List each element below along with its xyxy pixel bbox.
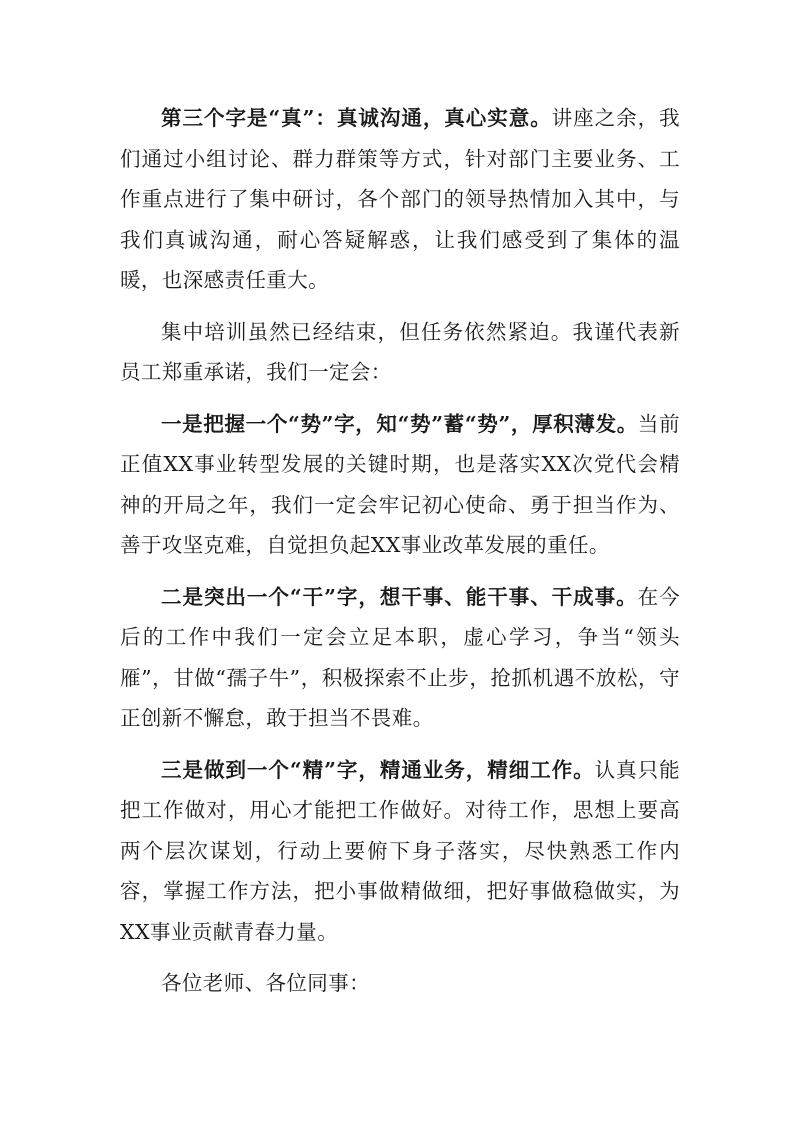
- paragraph-text: 当前正值XX事业转型发展的关键时期，也是落实XX次党代会精神的开局之年，我们一定会牢记初心使命、勇于担当作为、善于攻坚克难，自觉担负起XX事业改革发展的重任。: [120, 411, 680, 557]
- paragraph-jing: [120, 750, 680, 953]
- paragraph-zhen: [120, 98, 680, 301]
- paragraph-commitment: [120, 312, 680, 393]
- paragraph-lead: 第三个字是“真”：真诚沟通，真心实意。: [161, 106, 552, 130]
- paragraph-text: 认真只能把工作做对，用心才能把工作做好。对待工作，思想上要高两个层次谋划，行动上要俯下身子落实，尽快熟悉工作内容，掌握工作方法，把小事做精做细，把好事做稳做实，为XX事业贡献青春力量。: [120, 757, 680, 944]
- paragraph-shi: [120, 404, 680, 566]
- paragraph-text: 讲座之余，我们通过小组讨论、群力群策等方式，针对部门主要业务、工作重点进行了集中研讨，各个部门的领导热情加入其中，与我们真诚沟通，耐心答疑解惑，让我们感受到了集体的温暖，也深感责任重大。: [120, 106, 680, 292]
- paragraph-text: 集中培训虽然已经结束，但任务依然紧迫。我谨代表新员工郑重承诺，我们一定会：: [120, 319, 680, 384]
- paragraph-gan: [120, 577, 680, 739]
- paragraph-lead: 三是做到一个“精”字，精通业务，精细工作。: [161, 757, 595, 782]
- paragraph-lead: 二是突出一个“干”字，想干事、能干事、干成事。: [161, 584, 638, 609]
- paragraph-lead: 一是把握一个“势”字，知“势”蓄“势”，厚积薄发。: [161, 411, 638, 436]
- paragraph-text: 各位老师、各位同事：: [161, 971, 370, 995]
- paragraph-salutation: [120, 963, 680, 1004]
- paragraph-text: 在今后的工作中我们一定会立足本职，虚心学习，争当“领头雁”，甘做“孺子牛”，积极探索不止步，抢抓机遇不放松，守正创新不懈怠，敢于担当不畏难。: [120, 584, 680, 730]
- document-body: [120, 98, 680, 1015]
